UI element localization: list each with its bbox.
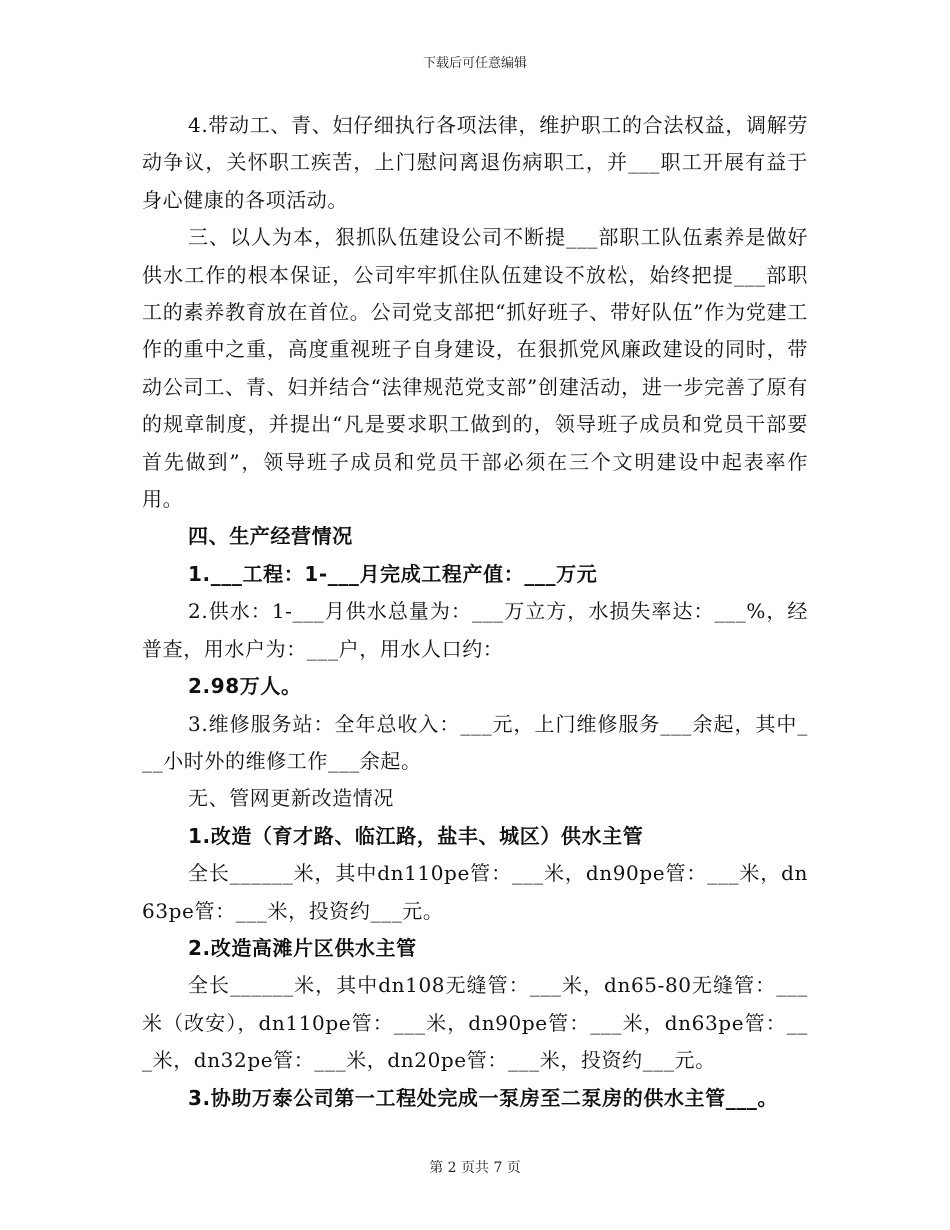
paragraph-item-4: 4.带动工、青、妇仔细执行各项法律，维护职工的合法权益，调解劳动争议，关怀职工疾苦，上门慰问离退伤病职工，并___职工开展有益于身心健康的各项活动。 — [142, 113, 808, 212]
document-body — [142, 107, 808, 1117]
heading-section-5: 无、管网更新改造情况 — [188, 786, 394, 811]
page-number: 第 2 页共 7 页 — [429, 1160, 521, 1176]
paragraph-population: 2.98万人。 — [188, 674, 302, 699]
paragraph-maintenance: 3.维修服务站：全年总收入：___元，上门维修服务___余起，其中___小时外的维修工作___余起。 — [142, 711, 808, 773]
subheading-renovation-1: 1.改造（育才路、临江路，盐丰、城区）供水主管 — [188, 823, 644, 848]
subheading-renovation-2: 2.改造高滩片区供水主管 — [188, 935, 417, 960]
heading-section-4: 四、生产经营情况 — [188, 524, 353, 549]
paragraph-renovation-1-detail: 全长______米，其中dn110pe管：___米，dn90pe管：___米，dn63pe管：___米，投资约___元。 — [142, 861, 808, 923]
paragraph-section-3: 三、以人为本，狠抓队伍建设公司不断提___部职工队伍素养是做好供水工作的根本保证，公司牢牢抓住队伍建设不放松，始终把提___部职工的素养教育放在首位。公司党支部把“抓好班子、带好队伍”作为党建工作的重中之重，高度重视班子自身建设，在狠抓党风廉政建设的同时，带动公司工、青、妇并结合“法律规范党支部”创建活动，进一步完善了原有的规章制度，并提出“凡是要求职工做到的，领导班子成员和党员干部要首先做到”，领导班子成员和党员干部必须在三个文明建设中起表率作用。 — [142, 225, 808, 512]
subheading-renovation-3: 3.协助万泰公司第一工程处完成一泵房至二泵房的供水主管___。 — [188, 1085, 779, 1110]
paragraph-water-supply: 2.供水：1-___月供水总量为：___万立方，水损失率达：___%，经普查，用水户为：___户，用水人口约： — [142, 599, 808, 661]
paragraph-renovation-2-detail: 全长______米，其中dn108无缝管：___米，dn65-80无缝管：___米（改安），dn110pe管：___米，dn90pe管：___米，dn63pe管：___米，dn32pe管：___米，dn20pe管：___米，投资约___元。 — [142, 973, 808, 1073]
page-header: 下载后可任意编辑 — [422, 56, 527, 71]
subheading-engineering: 1.___工程：1-___月完成工程产值：___万元 — [188, 561, 598, 586]
